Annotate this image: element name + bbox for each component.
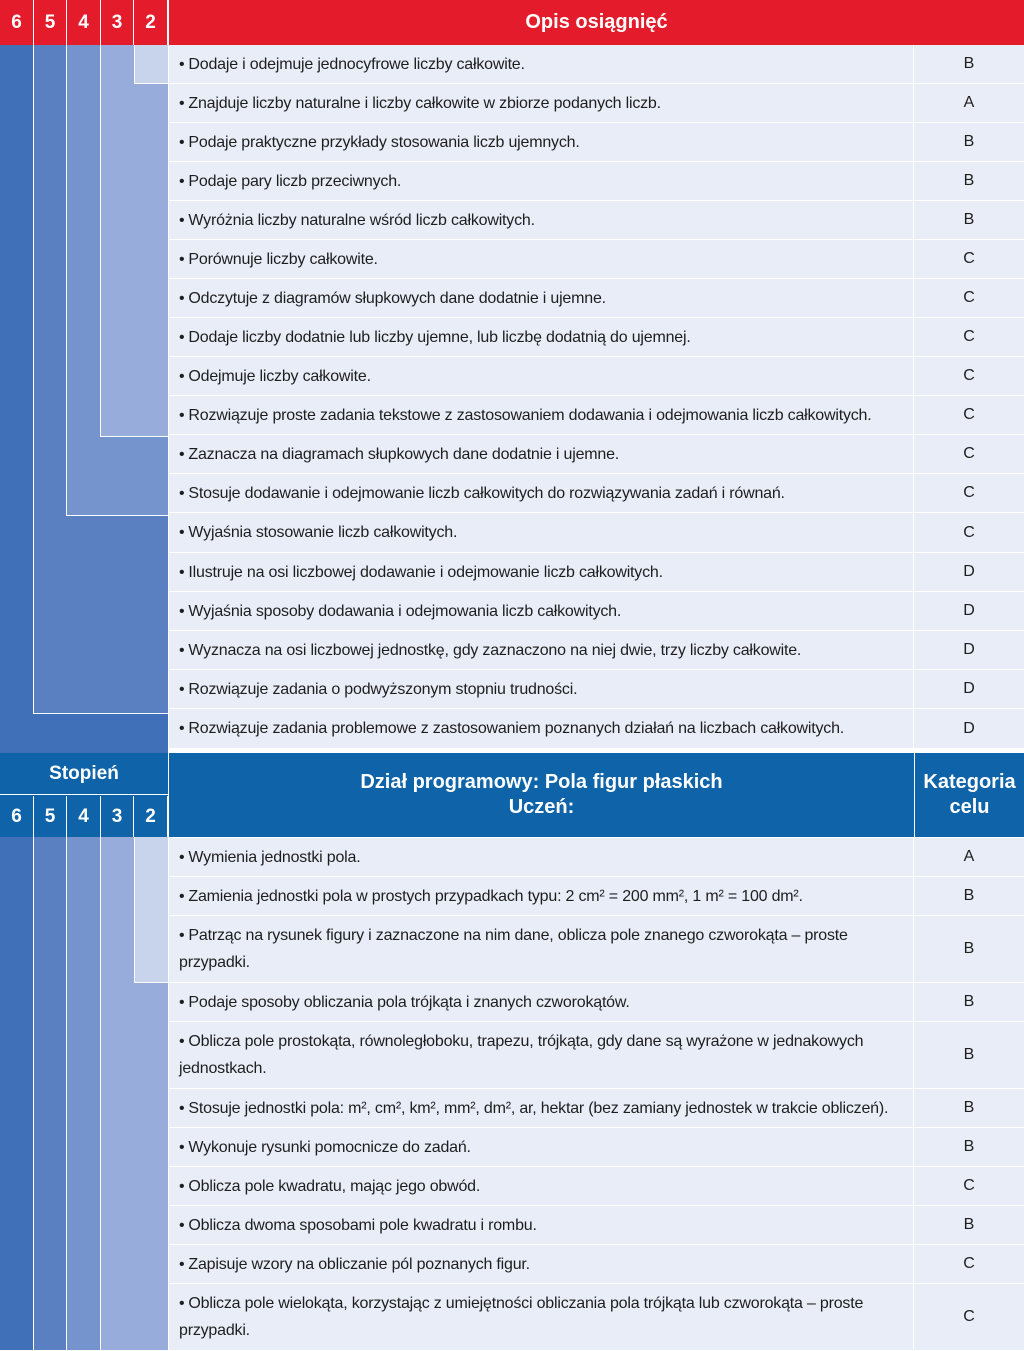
bullet-icon: •	[179, 211, 185, 229]
bullet-icon: •	[179, 172, 185, 190]
grade-5-label: 5	[34, 0, 67, 45]
row-category: B	[914, 1128, 1024, 1166]
row-text: Oblicza dwoma sposobami pole kwadratu i rombu.	[188, 1216, 537, 1234]
row-description	[169, 838, 913, 876]
grade-2-band	[135, 45, 168, 83]
row-category: B	[914, 916, 1024, 982]
table-row	[169, 916, 1024, 983]
row-category: D	[914, 709, 1024, 748]
row-category: B	[914, 877, 1024, 915]
row-description	[169, 1206, 913, 1244]
grade-2-label: 2	[134, 0, 168, 45]
row-category: B	[914, 45, 1024, 83]
row-description	[169, 670, 913, 708]
table1-grade-header	[0, 0, 168, 45]
row-text: Rozwiązuje proste zadania tekstowe z zastosowaniem dodawania i odejmowania liczb całkowitych.	[188, 406, 872, 424]
table-row	[169, 877, 1024, 916]
bullet-icon: •	[179, 641, 185, 659]
row-category: C	[914, 357, 1024, 395]
grade-divider	[33, 45, 34, 714]
table-row	[169, 1206, 1024, 1245]
table-row	[169, 631, 1024, 670]
row-text: Wymienia jednostki pola.	[188, 848, 361, 866]
table-row	[169, 474, 1024, 513]
table-row	[169, 1167, 1024, 1206]
grade-divider	[134, 837, 135, 983]
bullet-icon: •	[179, 720, 185, 737]
row-category: C	[914, 318, 1024, 356]
category-header	[914, 753, 1024, 837]
row-description	[169, 435, 913, 473]
grade-divider	[134, 982, 169, 983]
row-description	[169, 357, 913, 395]
table1-title: Opis osiągnięć	[168, 0, 1024, 45]
grade-4-label: 4	[67, 0, 101, 45]
grade-divider	[66, 837, 67, 1350]
bullet-icon: •	[179, 1138, 185, 1156]
table-row	[169, 435, 1024, 474]
grade-divider	[100, 45, 101, 437]
row-text: Wykonuje rysunki pomocnicze do zadań.	[188, 1138, 471, 1156]
row-category: C	[914, 1167, 1024, 1205]
row-category: D	[914, 592, 1024, 630]
row-text: Oblicza pole wielokąta, korzystając z umiejętności obliczania pola trójkąta lub czworokąta – proste przypadki.	[179, 1295, 864, 1339]
row-category: C	[914, 396, 1024, 434]
bullet-icon: •	[179, 524, 185, 541]
table2-title-line1: Dział programowy: Pola figur płaskich	[360, 771, 723, 793]
bullet-icon: •	[179, 1295, 185, 1312]
row-text: Stosuje dodawanie i odejmowanie liczb całkowitych do rozwiązywania zadań i równań.	[188, 484, 785, 502]
row-category: B	[914, 983, 1024, 1021]
stopien-label: Stopień	[0, 753, 168, 795]
row-text: Odejmuje liczby całkowite.	[188, 367, 371, 385]
table-row	[169, 670, 1024, 709]
row-text: Wyznacza na osi liczbowej jednostkę, gdy zaznaczono na niej dwie, trzy liczby całkowite.	[188, 641, 802, 659]
grade-3-label: 3	[101, 0, 134, 45]
grade-6-label: 6	[0, 0, 34, 45]
row-text: Porównuje liczby całkowite.	[188, 250, 378, 268]
row-text: Zaznacza na diagramach słupkowych dane dodatnie i ujemne.	[188, 445, 620, 463]
bullet-icon: •	[179, 445, 185, 463]
grade-divider	[134, 45, 135, 84]
table-row	[169, 1128, 1024, 1167]
bullet-icon: •	[179, 133, 185, 151]
grade-divider	[33, 713, 169, 714]
bullet-icon: •	[179, 1033, 185, 1050]
row-text: Odczytuje z diagramów słupkowych dane dodatnie i ujemne.	[188, 289, 606, 307]
row-category: C	[914, 474, 1024, 512]
row-description	[169, 1128, 913, 1166]
category-header-line1: Kategoria	[923, 771, 1016, 793]
bullet-icon: •	[179, 1177, 185, 1195]
bullet-icon: •	[179, 328, 185, 346]
row-text: Podaje sposoby obliczania pola trójkąta i znanych czworokątów.	[188, 993, 630, 1011]
table-row	[169, 279, 1024, 318]
bullet-icon: •	[179, 563, 185, 581]
bullet-icon: •	[179, 250, 185, 268]
table-row	[169, 838, 1024, 877]
row-text: Wyróżnia liczby naturalne wśród liczb całkowitych.	[188, 211, 535, 229]
table-row	[169, 357, 1024, 396]
row-category: B	[914, 162, 1024, 200]
row-category: C	[914, 435, 1024, 473]
table2-title-line2: Uczeń:	[508, 796, 575, 818]
table-row	[169, 983, 1024, 1022]
table-row	[169, 84, 1024, 123]
table-row	[169, 513, 1024, 553]
grade-divider	[100, 436, 169, 437]
row-text: Ilustruje na osi liczbowej dodawanie i odejmowanie liczb całkowitych.	[188, 563, 663, 581]
grade-3-label: 3	[101, 796, 134, 837]
row-category: B	[914, 1089, 1024, 1127]
row-category: C	[914, 513, 1024, 552]
table-row	[169, 553, 1024, 592]
row-description	[169, 709, 913, 748]
bullet-icon: •	[179, 1099, 185, 1117]
row-text: Zapisuje wzory na obliczanie pól poznanych figur.	[188, 1255, 530, 1273]
table-row	[169, 318, 1024, 357]
table-row	[169, 1284, 1024, 1351]
row-description	[169, 1022, 913, 1088]
table-row	[169, 396, 1024, 435]
row-text: Oblicza pole kwadratu, mając jego obwód.	[188, 1177, 481, 1195]
row-description	[169, 1167, 913, 1205]
row-category: C	[914, 240, 1024, 278]
row-category: C	[914, 1284, 1024, 1350]
row-text: Podaje pary liczb przeciwnych.	[188, 172, 402, 190]
category-header-line2: celu	[949, 796, 990, 818]
bullet-icon: •	[179, 367, 185, 385]
table-row	[169, 123, 1024, 162]
row-description	[169, 1245, 913, 1283]
grade-divider	[33, 837, 34, 1350]
table-row	[169, 240, 1024, 279]
row-category: B	[914, 201, 1024, 239]
row-description	[169, 279, 913, 317]
grade-divider	[66, 515, 169, 516]
table2-title	[168, 753, 914, 837]
row-text: Znajduje liczby naturalne i liczby całkowite w zbiorze podanych liczb.	[188, 94, 661, 112]
bullet-icon: •	[179, 887, 185, 905]
row-description	[169, 1089, 913, 1127]
table-row	[169, 709, 1024, 749]
row-text: Wyjaśnia stosowanie liczb całkowitych.	[188, 524, 458, 541]
bullet-icon: •	[179, 289, 185, 307]
grade-divider	[100, 837, 101, 1350]
table-row	[169, 45, 1024, 84]
bullet-icon: •	[179, 94, 185, 112]
bullet-icon: •	[179, 1216, 185, 1234]
bullet-icon: •	[179, 602, 185, 620]
bullet-icon: •	[179, 680, 185, 698]
row-description	[169, 240, 913, 278]
row-category: D	[914, 631, 1024, 669]
row-description	[169, 513, 913, 552]
table-row	[169, 1089, 1024, 1128]
row-category: D	[914, 553, 1024, 591]
bullet-icon: •	[179, 1255, 185, 1273]
row-category: C	[914, 1245, 1024, 1283]
bullet-icon: •	[179, 55, 185, 73]
row-text: Dodaje liczby dodatnie lub liczby ujemne, lub liczbę dodatnią do ujemnej.	[188, 328, 691, 346]
row-description	[169, 84, 913, 122]
bullet-icon: •	[179, 993, 185, 1011]
bullet-icon: •	[179, 848, 185, 866]
row-text: Stosuje jednostki pola: m², cm², km², mm², dm², ar, hektar (bez zamiany jednostek w trakcie obliczeń).	[188, 1099, 889, 1117]
row-description	[169, 877, 913, 915]
row-category: A	[914, 838, 1024, 876]
row-description	[169, 592, 913, 630]
row-text: Oblicza pole prostokąta, równoległoboku, trapezu, trójkąta, gdy dane są wyrażone w jednakowych jednostkach.	[179, 1033, 864, 1077]
bullet-icon: •	[179, 484, 185, 502]
row-description	[169, 396, 913, 434]
grade-3-band	[101, 45, 168, 436]
row-category: B	[914, 1206, 1024, 1244]
grade-2-label: 2	[134, 796, 168, 837]
row-text: Dodaje i odejmuje jednocyfrowe liczby całkowite.	[188, 55, 525, 73]
table-row	[169, 1022, 1024, 1089]
table-row	[169, 201, 1024, 240]
row-description	[169, 318, 913, 356]
row-description	[169, 553, 913, 591]
row-text: Rozwiązuje zadania o podwyższonym stopniu trudności.	[188, 680, 578, 698]
row-description	[169, 123, 913, 161]
grade-4-label: 4	[67, 796, 101, 837]
grade-6-label: 6	[0, 796, 34, 837]
row-category: B	[914, 123, 1024, 161]
table-row	[169, 592, 1024, 631]
row-text: Patrząc na rysunek figury i zaznaczone na nim dane, oblicza pole znanego czworokąta – proste przypadki.	[179, 927, 848, 971]
grade-divider	[134, 83, 169, 84]
grade-2-band	[135, 837, 168, 982]
row-description	[169, 631, 913, 669]
row-description	[169, 983, 913, 1021]
row-description	[169, 1284, 913, 1350]
row-description	[169, 201, 913, 239]
grade-divider	[66, 45, 67, 516]
row-category: B	[914, 1022, 1024, 1088]
row-description	[169, 162, 913, 200]
table-row	[169, 162, 1024, 201]
row-category: D	[914, 670, 1024, 708]
row-text: Zamienia jednostki pola w prostych przypadkach typu: 2 cm² = 200 mm², 1 m² = 100 dm².	[188, 887, 803, 905]
row-description	[169, 916, 913, 982]
table-row	[169, 1245, 1024, 1284]
row-description	[169, 474, 913, 512]
row-description	[169, 45, 913, 83]
table2-grade-header	[0, 796, 168, 837]
row-text: Wyjaśnia sposoby dodawania i odejmowania liczb całkowitych.	[188, 602, 622, 620]
grade-5-label: 5	[34, 796, 67, 837]
bullet-icon: •	[179, 927, 185, 944]
bullet-icon: •	[179, 406, 185, 424]
row-category: C	[914, 279, 1024, 317]
row-text: Podaje praktyczne przykłady stosowania liczb ujemnych.	[188, 133, 580, 151]
row-text: Rozwiązuje zadania problemowe z zastosowaniem poznanych działań na liczbach całkowitych.	[188, 720, 845, 737]
row-category: A	[914, 84, 1024, 122]
